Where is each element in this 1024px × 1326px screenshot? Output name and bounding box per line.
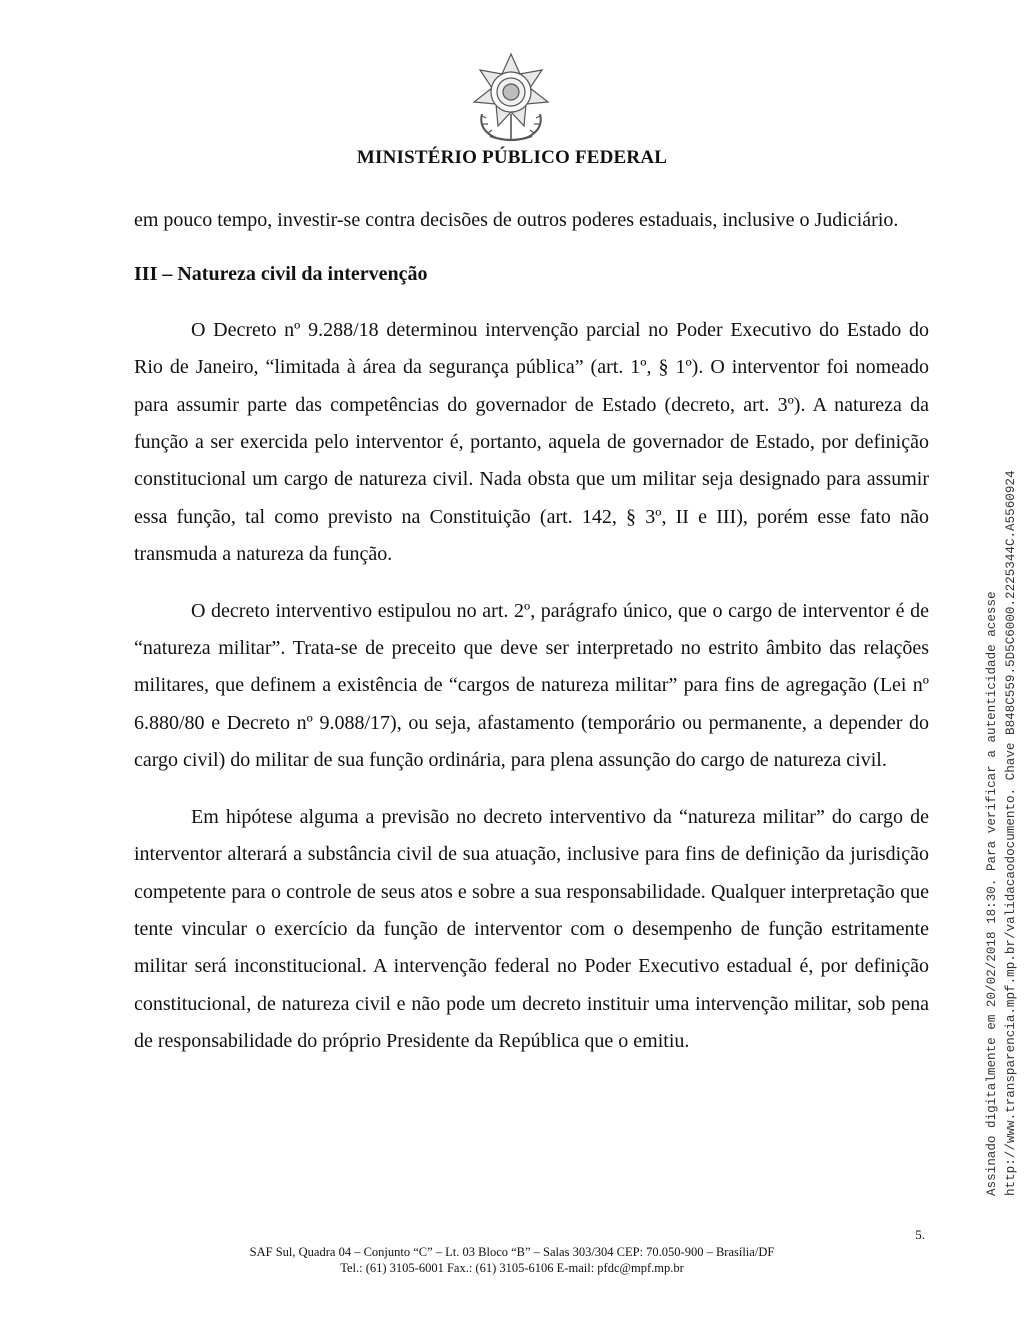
footer-contact: Tel.: (61) 3105-6001 Fax.: (61) 3105-6106 E-mail: pfdc@mpf.mp.br	[340, 1261, 684, 1275]
page-number: 5.	[915, 1227, 925, 1242]
institution-title: MINISTÉRIO PÚBLICO FEDERAL	[356, 147, 668, 168]
signature-stamp-line: Assinado digitalmente em 20/02/2018 18:30. Para verificar a autenticidade acesse	[985, 591, 999, 1196]
footer-address: SAF Sul, Quadra 04 – Conjunto “C” – Lt. 03 Bloco “B” – Salas 303/304 CEP: 70.050-900 – Brasília/DF	[249, 1245, 775, 1259]
paragraph-continuation: em pouco tempo, investir-se contra decisões de outros poderes estaduais, inclusive o Judiciário.	[134, 209, 899, 231]
paragraph: Em hipótese alguma a previsão no decreto interventivo da “natureza militar” do cargo de interventor alterará a substância civil de sua atuação, inclusive para fins de definição da jurisdição competente para o controle de seus atos e sobre a sua responsabilidade. Qualquer interpretação que tente vincular o exercício da função de interventor com o desempenho de função estritamente militar será inconstitucional. A intervenção federal no Poder Executivo estadual é, por definição constitucional, de natureza civil e não pode um decreto instituir uma intervenção militar, sob pena de responsabilidade do próprio Presidente da República que o emitiu.	[134, 805, 929, 1053]
coat-of-arms-icon	[468, 52, 554, 142]
document-body	[134, 202, 929, 1061]
paragraph: O decreto interventivo estipulou no art. 2º, parágrafo único, que o cargo de interventor é de “natureza militar”. Trata-se de preceito que deve ser interpretado no estrito âmbito das relações militares, que definem a existência de “cargos de natureza militar” para fins de agregação (Lei nº 6.880/80 e Decreto nº 9.088/17), ou seja, afastamento (temporário ou permanente, a depender do cargo civil) do militar de sua função ordinária, para plena assunção do cargo de natureza civil.	[134, 599, 929, 772]
page-footer	[0, 1244, 1024, 1276]
digital-signature-stamp	[983, 470, 1021, 1196]
section-heading: III – Natureza civil da intervenção	[134, 263, 428, 286]
paragraph: O Decreto nº 9.288/18 determinou intervenção parcial no Poder Executivo do Estado do Rio de Janeiro, “limitada à área da segurança pública” (art. 1º, § 1º). O interventor foi nomeado para assumir parte das competências do governador de Estado (decreto, art. 3º). A natureza da função a ser exercida pelo interventor é, portanto, aquela de governador de Estado, por definição constitucional um cargo de natureza civil. Nada obsta que um militar seja designado para assumir essa função, tal como previsto na Constituição (art. 142, § 3º, II e III), porém esse fato não transmuda a natureza da função.	[134, 318, 929, 566]
signature-stamp-line: http://www.transparencia.mpf.mp.br/validacaodocumento. Chave B848C559.5D5C6000.2225344C.A5560924	[1004, 470, 1018, 1196]
